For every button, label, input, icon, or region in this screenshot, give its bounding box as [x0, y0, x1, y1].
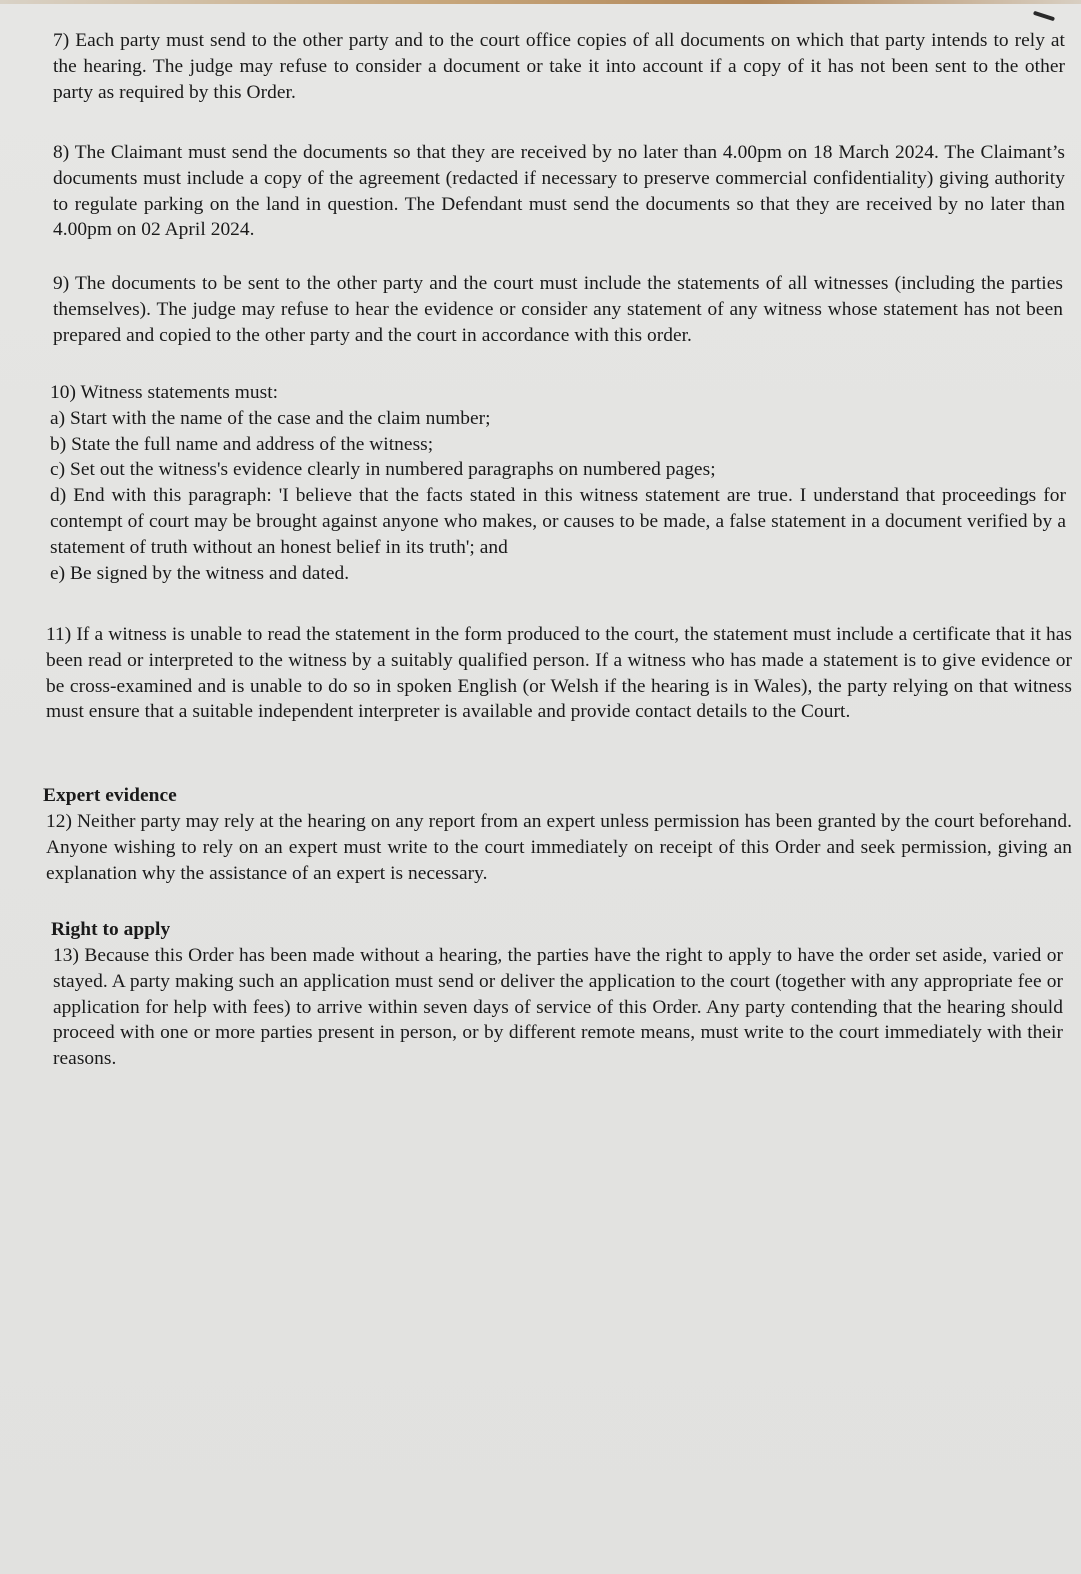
paragraph-7-text: 7) Each party must send to the other party and to the court office copies of all documents on which that party intends to rely at the hearing. The judge may refuse to consider a document or take it into account if a copy of it has not been sent to the other party as required by this Order. [53, 30, 1065, 103]
list-item-a: a) Start with the name of the case and the claim number; [50, 407, 491, 429]
paragraph-8-text: 8) The Claimant must send the documents so that they are received by no later than 4.00pm on 18 March 2024. The Claimant’s documents must include a copy of the agreement (redacted if necessary to preserve commercial confidentiality) giving authority to regulate parking on the land in question. The Defendant must send the documents so that they are received by no later than 4.00pm on 02 April 2024. [53, 142, 1065, 241]
paragraph-8 [53, 140, 1065, 243]
paragraph-11-text: 11) If a witness is unable to read the statement in the form produced to the court, the statement must include a certificate that it has been read or interpreted to the witness by a suitably qualified person. If a witness who has made a statement is to give evidence or be cross-examined and is unable to do so in spoken English (or Welsh if the hearing is in Wales), the party relying on that witness must ensure that a suitable independent interpreter is available and provide contact details to the Court. [46, 624, 1072, 723]
list-item-d: d) End with this paragraph: 'I believe that the facts stated in this witness statement are true. I understand that proceedings for contempt of court may be brought against anyone who makes, or causes to be made, a false statement in a document verified by a statement of truth without an honest belief in its truth'; and [50, 485, 1066, 558]
list-item-e: e) Be signed by the witness and dated. [50, 562, 350, 584]
heading-right-to-apply: Right to apply [51, 919, 171, 940]
list-item-c: c) Set out the witness's evidence clearly in numbered paragraphs on numbered pages; [50, 459, 716, 481]
paragraph-10 [50, 380, 1066, 586]
paragraph-11 [46, 622, 1072, 725]
pen-mark [1033, 11, 1055, 22]
paragraph-9-text: 9) The documents to be sent to the other party and the court must include the statements of all witnesses (including the parties themselves). The judge may refuse to hear the evidence or consider any statement of any witness whose statement has not been prepared and copied to the other party and the court in accordance with this order. [53, 273, 1063, 346]
heading-expert-evidence: Expert evidence [43, 785, 177, 806]
list-item-b: b) State the full name and address of the witness; [50, 433, 434, 455]
paragraph-13 [53, 943, 1063, 1072]
paragraph-9 [53, 271, 1063, 348]
page-top-edge [0, 0, 1081, 4]
paragraph-13-text: 13) Because this Order has been made without a hearing, the parties have the right to apply to have the order set aside, varied or stayed. A party making such an application must send or deliver the application to the court (together with any appropriate fee or application for help with fees) to arrive within seven days of service of this Order. Any party contending that the hearing should proceed with one or more parties present in person, or by different remote means, must write to the court immediately with their reasons. [53, 945, 1063, 1070]
paragraph-12-text: 12) Neither party may rely at the hearing on any report from an expert unless permission has been granted by the court beforehand. Anyone wishing to rely on an expert must write to the court immediately on receipt of this Order and seek permission, giving an explanation why the assistance of an expert is necessary. [46, 811, 1072, 884]
paragraph-12 [46, 809, 1072, 886]
paragraph-10-intro: 10) Witness statements must: [50, 382, 279, 403]
paragraph-7 [53, 28, 1065, 105]
